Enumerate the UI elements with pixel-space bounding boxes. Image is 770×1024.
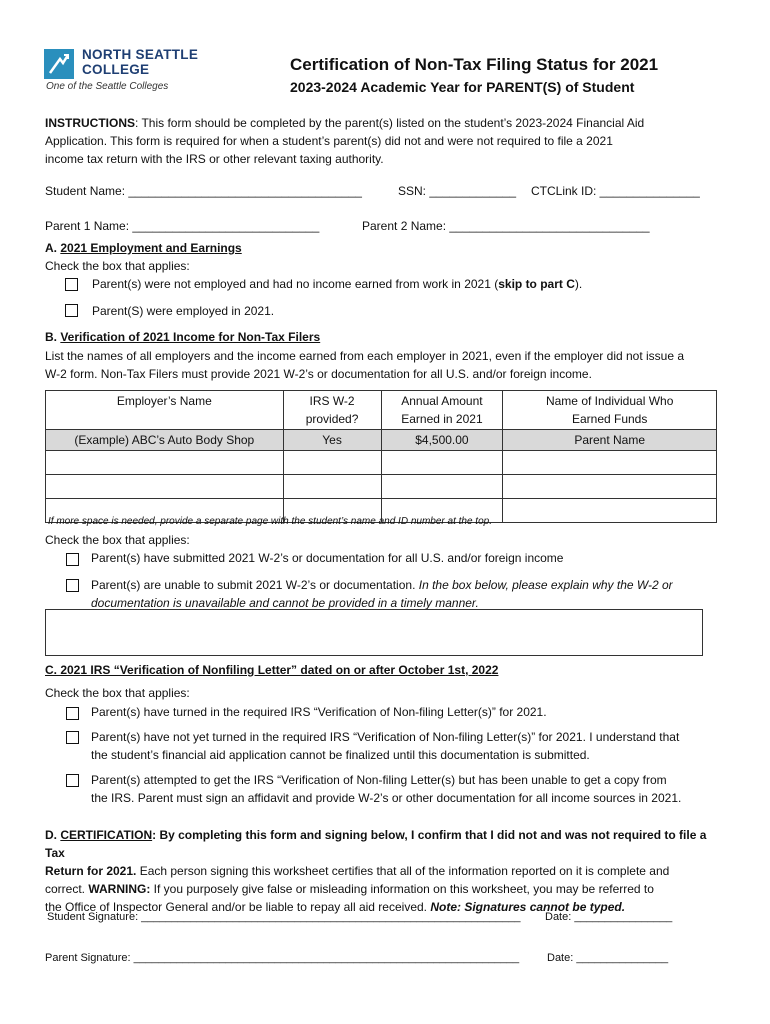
section-b-instruction: Check the box that applies: [45, 533, 190, 547]
section-a-option1-end: ). [574, 277, 583, 291]
form-subtitle: 2023-2024 Academic Year for PARENT(S) of Student [290, 79, 635, 95]
section-c-option3-line1: Parent(s) attempted to get the IRS “Verification of Non-filing Letter(s) but has been unable to get a copy from [91, 773, 667, 787]
section-a-heading [45, 241, 242, 255]
section-a-title: 2021 Employment and Earnings [60, 241, 242, 255]
section-b-checkbox-submitted[interactable] [66, 553, 79, 566]
header-amount-line1: Annual Amount [401, 394, 483, 408]
example-amount: $4,500.00 [381, 430, 503, 451]
section-a-option1-text: Parent(s) were not employed and had no income earned from work in 2021 ( [92, 277, 499, 291]
instructions-line3: income tax return with the IRS or other relevant taxing authority. [45, 152, 384, 166]
ssn-field[interactable]: SSN: _____________ [398, 184, 517, 198]
student-signature-field[interactable]: Student Signature: ______________________________________________________________ [47, 911, 521, 923]
section-d-line3: If you purposely give false or misleading information on this worksheet, you may be referred to [150, 882, 654, 896]
header-individual-line1: Name of Individual Who [545, 394, 674, 408]
section-c-option3 [91, 771, 731, 807]
section-c-option2 [91, 728, 731, 764]
table-cell-employer[interactable] [46, 475, 284, 499]
section-c-heading: C. 2021 IRS “Verification of Nonfiling Letter” dated on or after October 1st, 2022 [45, 663, 499, 677]
table-cell-w2[interactable] [283, 475, 381, 499]
section-d-note: Note: Signatures cannot be typed. [430, 900, 626, 914]
section-d-bold-line2: Return for 2021. [45, 864, 137, 878]
table-cell-amount[interactable] [381, 451, 503, 475]
section-c-option2-line2: the student’s financial aid application cannot be finalized until this documentation is submitted. [91, 748, 590, 762]
logo-name [82, 47, 198, 77]
example-w2: Yes [283, 430, 381, 451]
section-c-option2-line1: Parent(s) have not yet turned in the required IRS “Verification of Non-filing Letter(s)” for 2021. I understand that [91, 730, 680, 744]
section-a-option1-bold: skip to part C [498, 277, 575, 291]
logo-name-line2: COLLEGE [82, 62, 150, 77]
section-d-certification [45, 826, 725, 916]
section-a-checkbox-not-employed[interactable] [65, 278, 78, 291]
explanation-box[interactable] [45, 609, 703, 656]
section-b-text-line1: List the names of all employers and the income earned from each employer in 2021, even if the employer did not issue a [45, 349, 685, 363]
section-a-prefix: A. [45, 241, 61, 255]
section-c-instruction: Check the box that applies: [45, 686, 190, 700]
section-b-text [45, 347, 725, 383]
section-a-instruction: Check the box that applies: [45, 259, 190, 273]
section-b-option2-italic2: documentation is unavailable and cannot be provided in a timely manner. [91, 596, 479, 610]
section-b-heading [45, 330, 320, 344]
section-a-checkbox-employed[interactable] [65, 304, 78, 317]
section-d-line2: Each person signing this worksheet certifies that all of the information reported on it is complete and [136, 864, 670, 878]
instructions-label: INSTRUCTIONS [45, 116, 135, 130]
table-row [46, 475, 717, 499]
header-individual-name [503, 391, 717, 430]
logo-mark-icon [44, 49, 74, 79]
college-logo [44, 47, 234, 95]
example-employer: (Example) ABC’s Auto Body Shop [46, 430, 284, 451]
table-cell-amount[interactable] [381, 475, 503, 499]
table-row [46, 451, 717, 475]
table-row-example [46, 430, 717, 451]
instructions [45, 114, 725, 168]
section-c-checkbox-attempted[interactable] [66, 774, 79, 787]
section-d-bold-line1: : By completing this form and signing below, I confirm that I did not and was not required to file a Tax [45, 828, 707, 860]
section-b-prefix: B. [45, 330, 61, 344]
table-cell-individual[interactable] [503, 475, 717, 499]
employer-table [45, 390, 717, 523]
header-amount-line2: Earned in 2021 [401, 412, 483, 426]
instructions-line1: : This form should be completed by the parent(s) listed on the student’s 2023-2024 Financial Aid [135, 116, 645, 130]
section-d-prefix: D. [45, 828, 61, 842]
section-a-option1 [92, 275, 582, 293]
logo-name-line1: NORTH SEATTLE [82, 47, 199, 62]
section-b-option2-text: Parent(s) are unable to submit 2021 W-2’s or documentation. [91, 578, 419, 592]
ctclink-id-field[interactable]: CTCLink ID: _______________ [531, 184, 700, 198]
header-individual-line2: Earned Funds [571, 412, 648, 426]
section-d-line4: the Office of Inspector General and/or be liable to repay all aid received. [45, 900, 431, 914]
instructions-line2: Application. This form is required for when a student’s parent(s) did not and were not required to file a 2021 [45, 134, 613, 148]
table-cell-employer[interactable] [46, 451, 284, 475]
section-c-checkbox-turned-in[interactable] [66, 707, 79, 720]
student-date-field[interactable]: Date: ________________ [545, 911, 673, 923]
section-c-option3-line2: the IRS. Parent must sign an affidavit and provide W-2’s or other documentation for all income sources in 2021. [91, 791, 682, 805]
section-d-warning: WARNING: [88, 882, 151, 896]
section-b-option1: Parent(s) have submitted 2021 W-2’s or documentation for all U.S. and/or foreign income [91, 551, 564, 565]
table-note: If more space is needed, provide a separate page with the student’s name and ID number at the top. [48, 516, 492, 527]
section-b-checkbox-unable[interactable] [66, 579, 79, 592]
section-b-title: Verification of 2021 Income for Non-Tax Filers [60, 330, 321, 344]
section-c-checkbox-not-turned-in[interactable] [66, 731, 79, 744]
student-name-field[interactable]: Student Name: ___________________________________ [45, 184, 362, 198]
section-b-option2-italic1: In the box below, please explain why the W-2 or [418, 578, 673, 592]
table-cell-w2[interactable] [283, 451, 381, 475]
header-w2-provided [283, 391, 381, 430]
example-individual: Parent Name [503, 430, 717, 451]
table-cell-individual[interactable] [503, 499, 717, 523]
parent-signature-field[interactable]: Parent Signature: _______________________________________________________________ [45, 952, 520, 964]
parent-date-field[interactable]: Date: _______________ [547, 952, 669, 964]
table-cell-individual[interactable] [503, 451, 717, 475]
header-employer-name: Employer’s Name [46, 391, 284, 430]
parent2-name-field[interactable]: Parent 2 Name: ______________________________ [362, 219, 650, 233]
header-w2-line2: provided? [305, 412, 359, 426]
section-b-text-line2: W-2 form. Non-Tax Filers must provide 2021 W-2’s or documentation for all U.S. and/or foreign income. [45, 367, 592, 381]
section-d-title: CERTIFICATION [60, 828, 153, 842]
section-c-option1: Parent(s) have turned in the required IRS “Verification of Non-filing Letter(s)” for 2021. [91, 705, 547, 719]
section-a-option2: Parent(S) were employed in 2021. [92, 304, 275, 318]
header-w2-line1: IRS W-2 [309, 394, 355, 408]
header-annual-amount [381, 391, 503, 430]
section-b-option2 [91, 576, 721, 612]
employer-table-header [46, 391, 717, 430]
logo-tagline: One of the Seattle Colleges [46, 81, 169, 92]
form-title: Certification of Non-Tax Filing Status for 2021 [290, 55, 659, 74]
section-d-line3-start: correct. [45, 882, 89, 896]
parent1-name-field[interactable]: Parent 1 Name: ____________________________ [45, 219, 320, 233]
